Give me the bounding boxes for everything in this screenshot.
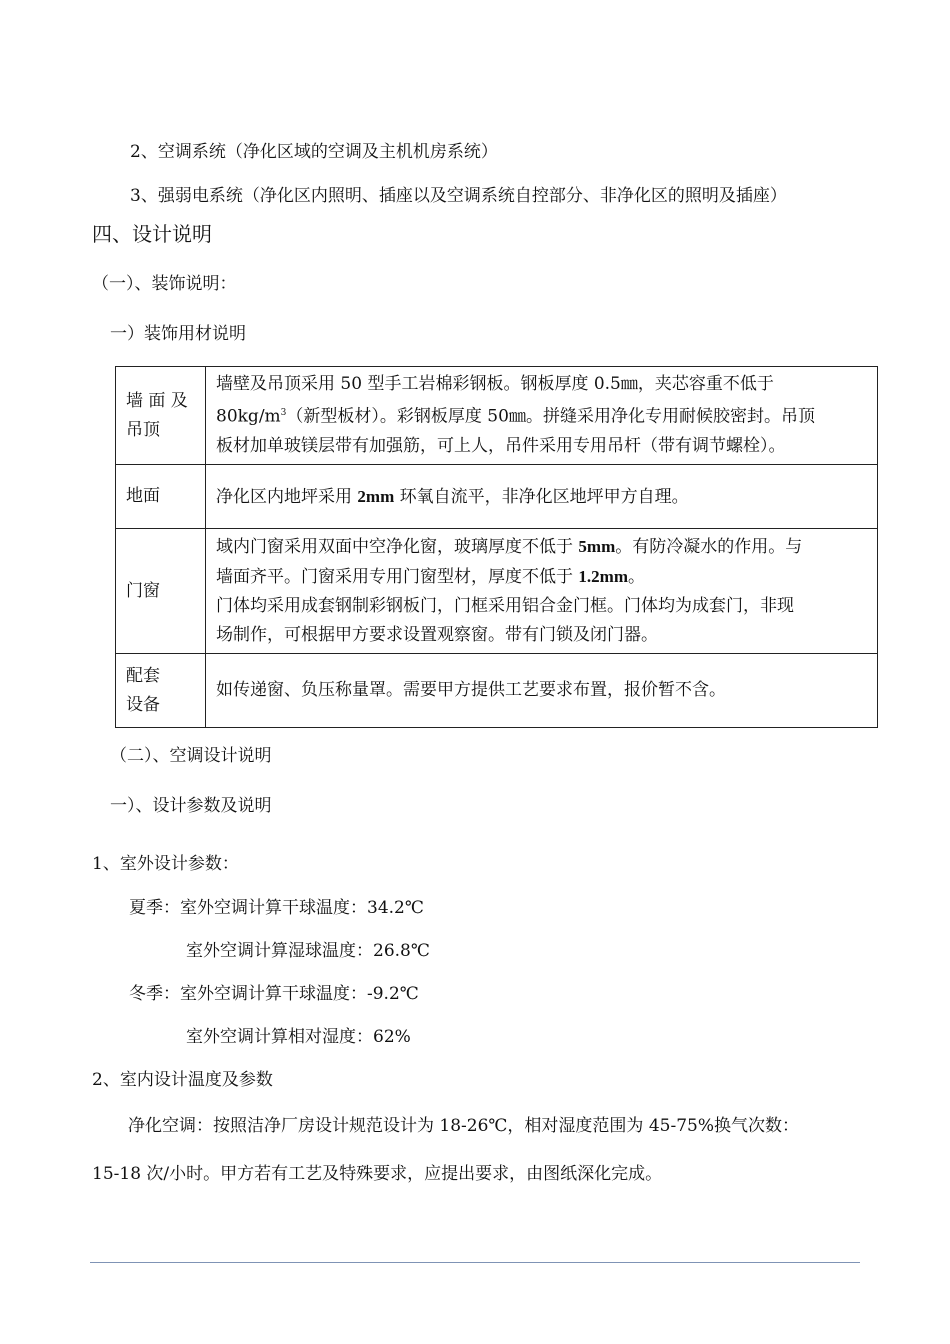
outdoor-params-title: 1、室外设计参数： bbox=[92, 854, 239, 874]
list-item-electrical-system: 3、强弱电系统（净化区内照明、插座以及空调系统自控部分、非净化区的照明及插座） bbox=[130, 186, 787, 206]
hvac-subtitle: 一）、设计参数及说明 bbox=[110, 796, 272, 816]
table-row bbox=[116, 529, 878, 654]
decoration-title: （一）、装饰说明： bbox=[92, 274, 237, 294]
row-label-wall-ceiling: 墙 面 及 吊顶 bbox=[116, 367, 206, 465]
hvac-title: （二）、空调设计说明 bbox=[110, 746, 272, 766]
section-heading: 四、设计说明 bbox=[92, 222, 212, 246]
list-item-hvac-system: 2、空调系统（净化区域的空调及主机机房系统） bbox=[130, 142, 498, 162]
row-content-doors-windows: 域内门窗采用双面中空净化窗，玻璃厚度不低于 5mm。有防冷凝水的作用。与 墙面齐平。门窗采用专用门窗型材，厚度不低于 1.2mm。 门体均采用成套钢制彩钢板门，门框采用铝合金门框。门体均为成套门，非现 场制作，可根据甲方要求设置观察窗。带有门锁及闭门器。 bbox=[206, 529, 878, 654]
row-label-floor: 地面 bbox=[116, 465, 206, 529]
row-label-equipment: 配套 设备 bbox=[116, 654, 206, 728]
table-row bbox=[116, 465, 878, 529]
footer-divider bbox=[90, 1262, 860, 1263]
indoor-paragraph-line1: 净化空调：按照洁净厂房设计规范设计为 18-26℃，相对湿度范围为 45-75%换气次数： bbox=[128, 1116, 799, 1136]
table-row bbox=[116, 367, 878, 465]
table-row bbox=[116, 654, 878, 728]
row-content-wall-ceiling: 墙壁及吊顶采用 50 型手工岩棉彩钢板。钢板厚度 0.5㎜，夹芯容重不低于 $80kg/m^3$（新型板材）。彩钢板厚度 50㎜。拼缝采用净化专用耐候胶密封。吊顶 板材加单玻镁层带有加强筋，可上人，吊件采用专用吊杆（带有调节螺栓）。 bbox=[206, 367, 878, 465]
indoor-params-title: 2、室内设计温度及参数 bbox=[92, 1070, 273, 1090]
summer-dry-bulb: 夏季：室外空调计算干球温度：34.2℃ bbox=[129, 898, 424, 918]
row-content-equipment: 如传递窗、负压称量罩。需要甲方提供工艺要求布置，报价暂不含。 bbox=[206, 654, 878, 728]
indoor-paragraph-line2: 15-18 次/小时。甲方若有工艺及特殊要求，应提出要求，由图纸深化完成。 bbox=[92, 1164, 663, 1184]
row-label-doors-windows: 门窗 bbox=[116, 529, 206, 654]
materials-table bbox=[115, 366, 878, 728]
decoration-subtitle: 一）装饰用材说明 bbox=[110, 324, 246, 344]
winter-humidity: 室外空调计算相对湿度：62% bbox=[186, 1027, 411, 1047]
row-content-floor: 净化区内地坪采用 2mm 环氧自流平，非净化区地坪甲方自理。 bbox=[206, 465, 878, 529]
summer-wet-bulb: 室外空调计算湿球温度：26.8℃ bbox=[186, 941, 430, 961]
winter-dry-bulb: 冬季：室外空调计算干球温度：-9.2℃ bbox=[129, 984, 419, 1004]
